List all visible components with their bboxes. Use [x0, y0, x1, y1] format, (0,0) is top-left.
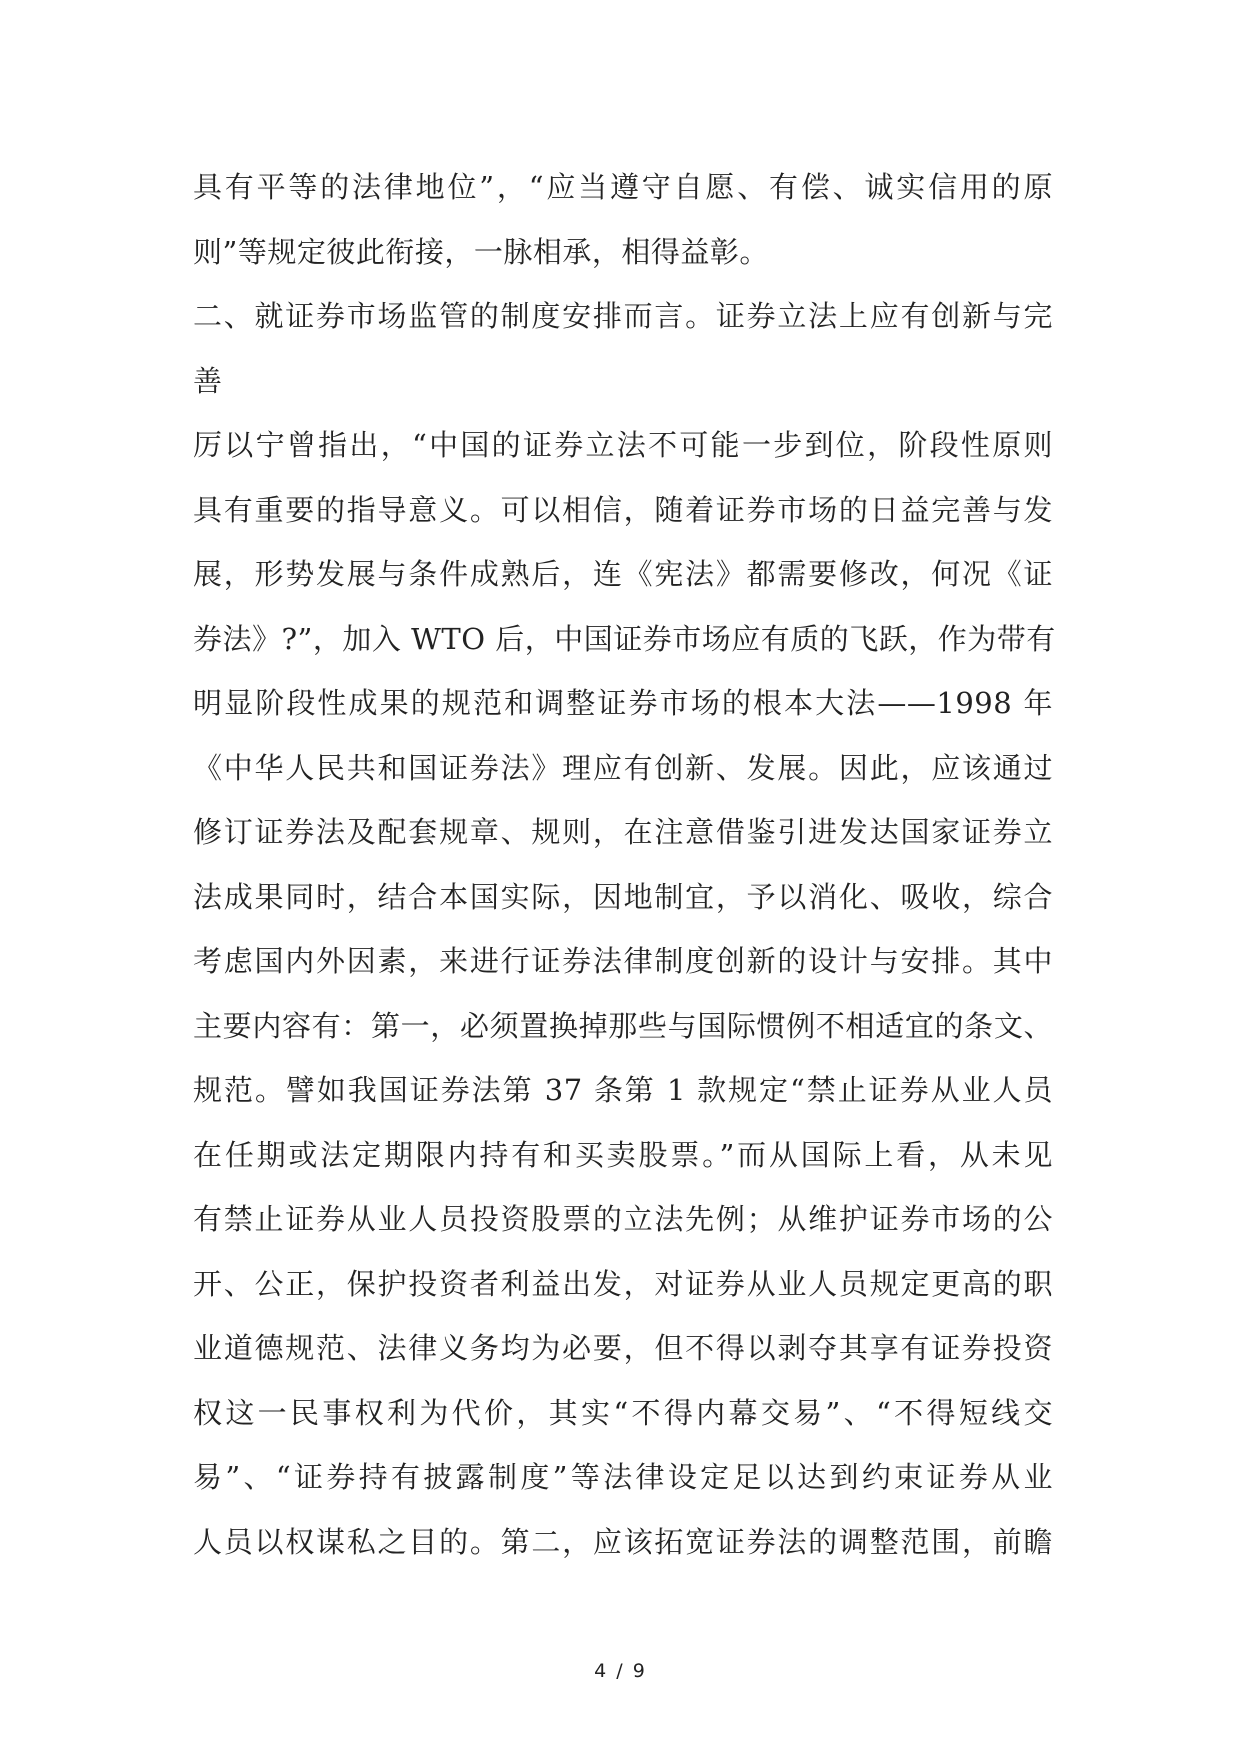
text-line: 考虑国内外因素，来进行证券法律制度创新的设计与安排。其中: [193, 944, 1053, 978]
text-line: 在任期或法定期限内持有和买卖股票。”而从国际上看，从未见: [193, 1137, 1053, 1172]
text-line: 主要内容有：第一，必须置换掉那些与国际惯例不相适宜的条文、: [193, 1008, 1053, 1043]
text-line: 券法》?”，加入 WTO 后，中国证券市场应有质的飞跃，作为带有: [193, 621, 1056, 656]
text-line: 人员以权谋私之目的。第二，应该拓宽证券法的调整范围，前瞻: [193, 1524, 1053, 1559]
text-line: 具有重要的指导意义。可以相信，随着证券市场的日益完善与发: [193, 492, 1053, 527]
text-line: 修订证券法及配套规章、规则，在注意借鉴引进发达国家证券立: [193, 815, 1053, 849]
text-line: 有禁止证券从业人员投资股票的立法先例；从维护证券市场的公: [193, 1202, 1053, 1236]
text-line: 展，形势发展与条件成熟后，连《宪法》都需要修改，何况《证: [193, 557, 1053, 591]
text-line: 权这一民事权利为代价，其实“不得内幕交易”、“不得短线交: [193, 1395, 1053, 1430]
text-line: 业道德规范、法律义务均为必要，但不得以剥夺其享有证券投资: [193, 1331, 1053, 1365]
text-line: 厉以宁曾指出，“中国的证券立法不可能一步到位，阶段性原则: [193, 428, 1053, 462]
section-heading-line: 善: [193, 363, 223, 398]
text-body: [193, 155, 1056, 1574]
text-line: 《中华人民共和国证券法》理应有创新、发展。因此，应该通过: [193, 750, 1053, 785]
text-line: 明显阶段性成果的规范和调整证券市场的根本大法——1998 年: [193, 686, 1053, 720]
text-line: 则”等规定彼此衔接，一脉相承，相得益彰。: [193, 234, 769, 269]
text-line: 具有平等的法律地位”，“应当遵守自愿、有偿、诚实信用的原: [193, 170, 1053, 204]
text-line: 易”、“证券持有披露制度”等法律设定足以达到约束证券从业: [193, 1460, 1053, 1494]
text-line: 开、公正，保护投资者利益出发，对证券从业人员规定更高的职: [193, 1266, 1053, 1301]
page-number: 4 / 9: [594, 1660, 647, 1682]
text-line: 法成果同时，结合本国实际，因地制宜，予以消化、吸收，综合: [193, 879, 1053, 914]
text-line: 规范。譬如我国证券法第 37 条第 1 款规定“禁止证券从业人员: [193, 1073, 1053, 1107]
section-heading-line: 二、就证券市场监管的制度安排而言。证券立法上应有创新与完: [193, 299, 1053, 333]
